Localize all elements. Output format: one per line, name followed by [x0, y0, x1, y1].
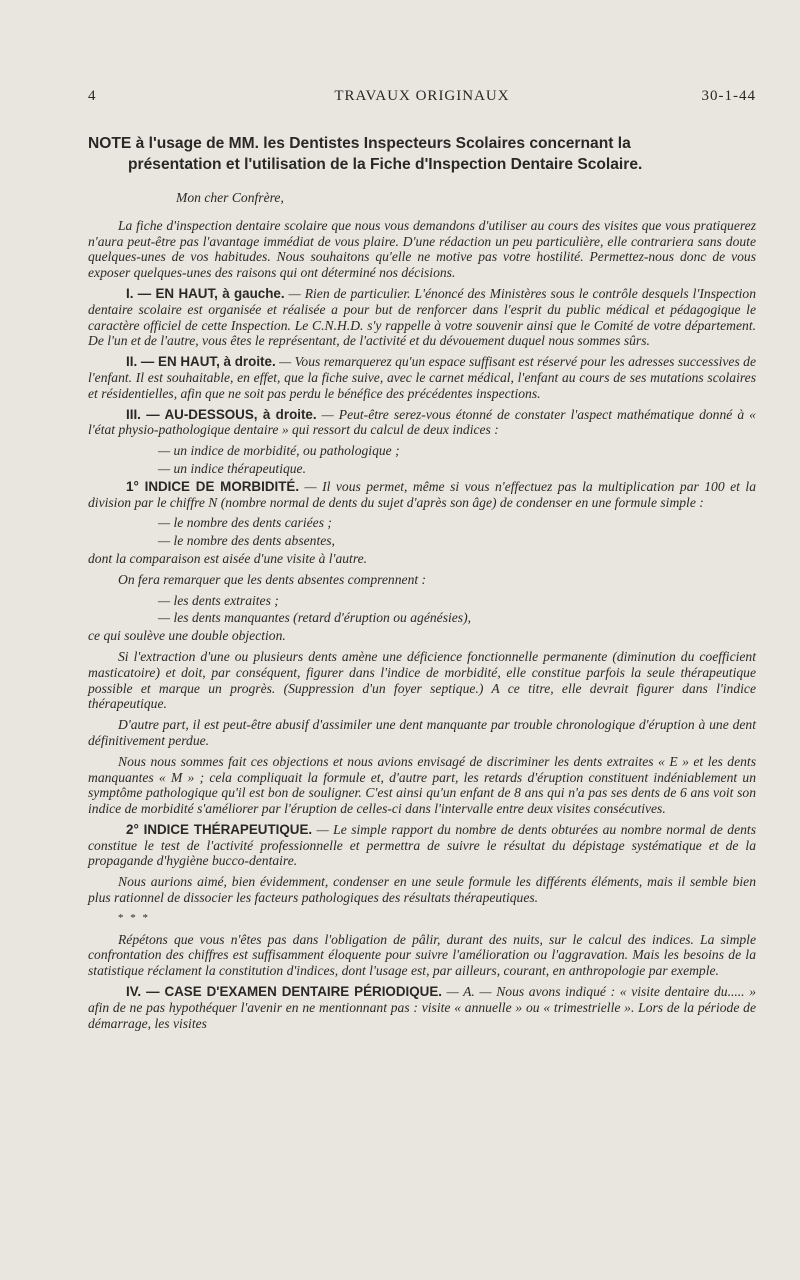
- section-4: [88, 984, 756, 1031]
- section-therapeutic-heading: 2° INDICE THÉRAPEUTIQUE.: [126, 821, 313, 837]
- article-title: [88, 133, 756, 175]
- page-number: 4: [88, 88, 97, 104]
- title-line-2: présentation et l'utilisation de la Fiche d'Inspection Dentaire Scolaire.: [128, 156, 643, 173]
- section-separator: * * *: [118, 911, 150, 924]
- section-morbidity: [88, 479, 756, 511]
- paragraph: ce qui soulève une double objection.: [88, 628, 286, 644]
- section-4-heading: IV. — CASE D'EXAMEN DENTAIRE PÉRIODIQUE.: [126, 984, 442, 1000]
- list-item: — un indice de morbidité, ou pathologique ;: [158, 443, 400, 459]
- section-therapeutic: [88, 822, 756, 869]
- list-item: — les dents manquantes (retard d'éruption ou agénésies),: [158, 610, 472, 626]
- intro-paragraph: La fiche d'inspection dentaire scolaire que nous vous demandons d'utiliser au cours des visites que vous pratiquerez n'aura peut-être pas l'avantage immédiat de vous plaire. D'une rédaction un peu particulière, elle contrariera sans doute quelques-unes de vos habitudes. Nous souhaitons qu'elle ne motive pas votre hostilité. Permettez-nous donc de vous exposer quelques-unes des raisons qui ont déterminé nos décisions.: [88, 217, 756, 281]
- section-1-text: — Rien de particulier. L'énoncé des Ministères sous le contrôle desquels l'Inspection dentaire scolaire est organisée et réalisée a pour but de renforcer dans l'esprit du public médical et pédagogique le caractère officiel de cette Inspection. Le C.N.H.D. s'y rappelle à votre souvenir ainsi que le Comité de votre département. De l'un et de l'autre, vous êtes le représentant, de l'activité et du dévouement duquel nous sommes sûrs.: [88, 285, 756, 349]
- section-2: [88, 354, 756, 401]
- section-1-heading: I. — EN HAUT, à gauche.: [126, 285, 285, 301]
- article-body: [88, 190, 756, 1036]
- page-header: [88, 88, 756, 108]
- running-title: TRAVAUX ORIGINAUX: [334, 88, 510, 104]
- paragraph: dont la comparaison est aisée d'une visite à l'autre.: [88, 550, 368, 566]
- section-morbidity-heading: 1° INDICE DE MORBIDITÉ.: [126, 478, 300, 494]
- title-line-1: NOTE à l'usage de MM. les Dentistes Inspecteurs Scolaires concernant la: [88, 135, 631, 152]
- section-2-heading: II. — EN HAUT, à droite.: [126, 354, 276, 370]
- section-3-text: — Peut-être serez-vous étonné de constater l'aspect mathématique donné à « l'état physio-pathologique dentaire » qui ressort du calcul de deux indices :: [88, 406, 756, 438]
- section-4-text: — A. — Nous avons indiqué : « visite dentaire du..... » afin de ne pas hypothéquer l'avenir en ne mentionnant pas : visite « annuelle » ou « trimestrielle ». Lors de la période de démarrage, les visites: [88, 984, 757, 1031]
- list-item: — le nombre des dents absentes,: [158, 533, 335, 549]
- list-item: — les dents extraites ;: [158, 592, 279, 608]
- list-item: — un indice thérapeutique.: [158, 460, 306, 476]
- paragraph: Nous nous sommes fait ces objections et nous avions envisagé de discriminer les dents extraites « E » et les dents manquantes « M » ; cela compliquait la formule et, d'autre part, les retards d'éruption constituent indéniablement un symptôme pathologique qu'il est bon de souligner. C'est ainsi qu'un enfant de 8 ans qui n'a pas ses dents de 6 ans voit son indice de morbidité s'améliorer par l'éruption de celles-ci dans l'intervalle entre deux visites consécutives.: [88, 753, 756, 817]
- issue-date: 30-1-44: [701, 88, 756, 104]
- section-3-heading: III. — AU-DESSOUS, à droite.: [126, 406, 317, 422]
- paragraph: Si l'extraction d'une ou plusieurs dents amène une déficience fonctionnelle permanente (diminution du coefficient masticatoire) et doit, par conséquent, figurer dans l'indice de morbidité, elle constitue parfois la seule thérapeutique possible et marque un progrès. (Suppression d'un foyer septique.) A ce titre, elle devrait figurer dans l'indice thérapeutique.: [88, 648, 756, 712]
- paragraph: Répétons que vous n'êtes pas dans l'obligation de pâlir, durant des nuits, sur le calcul des indices. La simple confrontation des chiffres est suffisamment éloquente pour suivre l'amélioration ou l'aggravation. Mais les besoins de la statistique réclament la constitution d'indices, dont l'usage est, par ailleurs, courant, en anthropologie par exemple.: [88, 931, 756, 979]
- section-therapeutic-text: — Le simple rapport du nombre de dents obturées au nombre normal de dents constitue le test de l'activité professionnelle et permettra de suivre le résultat du dépistage systématique et de la propagande d'hygiène bucco-dentaire.: [88, 821, 756, 869]
- paragraph: On fera remarquer que les dents absentes comprennent :: [118, 571, 427, 587]
- list-item: — le nombre des dents cariées ;: [158, 515, 332, 531]
- section-3: [88, 407, 756, 439]
- paragraph: Nous aurions aimé, bien évidemment, condenser en une seule formule les différents éléments, mais il semble bien plus rationnel de dissocier les facteurs pathologiques des résultats thérapeutiques.: [88, 874, 756, 906]
- section-1: [88, 286, 756, 349]
- paragraph: D'autre part, il est peut-être abusif d'assimiler une dent manquante par trouble chronologique d'éruption à une dent définitivement perdue.: [88, 717, 756, 748]
- section-2-text: — Vous remarquerez qu'un espace suffisant est réservé pour les adresses successives de l'enfant. Il est souhaitable, en effet, que la fiche suive, avec le carnet médical, l'enfant au cours de ses mutations scolaires et résidentielles, afin que ne soit pas perdu le bénéfice des précédentes inspections.: [88, 354, 756, 401]
- section-morbidity-text: — Il vous permet, même si vous n'effectuez pas la multiplication par 100 et la division par le chiffre N (nombre normal de dents du sujet d'après son âge) de condenser en une formule simple :: [88, 478, 756, 510]
- salutation: Mon cher Confrère,: [176, 190, 284, 205]
